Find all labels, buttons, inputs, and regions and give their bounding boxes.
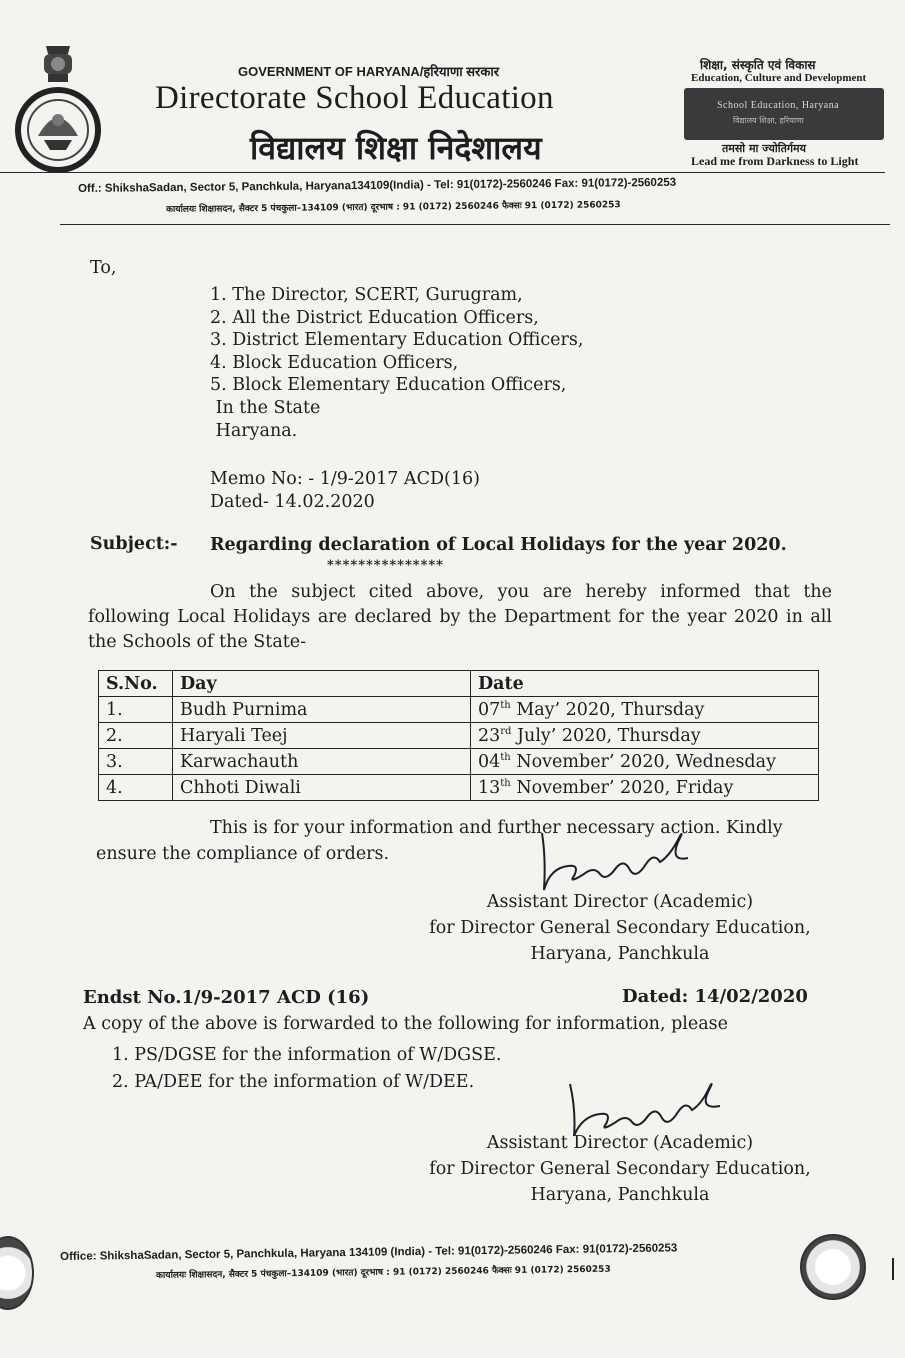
cell-date [471, 775, 819, 801]
header-rule-bottom [60, 224, 890, 225]
tagline-hindi: शिक्षा, संस्कृति एवं विकास [700, 58, 816, 72]
header-date: Date [471, 671, 819, 697]
cell-day: Karwachauth [173, 749, 471, 775]
signatory-title: Assistant Director (Academic) [486, 892, 754, 912]
header-sno: S.No. [99, 671, 173, 697]
banner-text: School Education, Haryana [717, 100, 840, 111]
recipient-item: In the State [210, 397, 321, 418]
copy-recipient-item: 2. PA/DEE for the information of W/DEE. [112, 1072, 475, 1092]
office-address-english: Off.: ShikshaSadan, Sector 5, Panchkula, Haryana134109(India) - Tel: 91(0172)-2560246 Fax: 91(0172)-2560253 [78, 176, 677, 195]
school-education-banner [684, 88, 884, 140]
directorate-title-hindi: विद्यालय शिक्षा निदेशालय [250, 129, 542, 167]
date-number: 13 [478, 777, 501, 798]
motto-hindi: तमसो मा ज्योतिर्गमय [722, 142, 807, 155]
date-number: 23 [478, 725, 501, 746]
cell-sno: 1. [99, 697, 173, 723]
government-line: GOVERNMENT OF HARYANA/हरियाणा सरकार [238, 64, 500, 79]
signatory-place: Haryana, Panchkula [530, 1185, 710, 1205]
endorsement-date: Dated: 14/02/2020 [622, 986, 808, 1007]
recipient-item: Haryana. [210, 420, 298, 441]
holiday-table [98, 670, 819, 801]
table-header-row [99, 671, 819, 697]
recipient-item: 4. Block Education Officers, [210, 352, 459, 373]
cell-date [471, 723, 819, 749]
header-rule-top [0, 172, 885, 173]
date-suffix: th [500, 699, 511, 711]
office-address-hindi: कार्यालयः शिक्षासदन, सैक्टर 5 पंचकुला–134109 (भारत) दूरभाष : 91 (0172) 2560246 फैक्सः 91 (0172) 2560253 [166, 200, 621, 215]
cell-day: Chhoti Diwali [173, 775, 471, 801]
date-suffix: rd [500, 725, 512, 737]
recipient-item: 5. Block Elementary Education Officers, [210, 375, 567, 396]
footer-edge-mark [892, 1258, 894, 1280]
subject-label: Subject:- [90, 534, 178, 554]
memo-date: Dated- 14.02.2020 [210, 491, 375, 512]
body-paragraph-2: This is for your information and further necessary action. Kindly ensure the compliance of orders. [96, 818, 783, 864]
subject-text: Regarding declaration of Local Holidays for the year 2020. [210, 535, 787, 555]
cell-sno: 3. [99, 749, 173, 775]
cell-date [471, 697, 819, 723]
table-row [99, 697, 819, 723]
date-number: 07 [478, 699, 501, 720]
date-number: 04 [478, 751, 501, 772]
table-row [99, 723, 819, 749]
copy-recipient-item: 1. PS/DGSE for the information of W/DGSE. [112, 1045, 502, 1065]
footer-logo-right [800, 1234, 866, 1300]
haryana-emblem-logo [8, 40, 108, 172]
recipient-item: 1. The Director, SCERT, Gurugram, [210, 285, 523, 305]
memo-block [210, 468, 480, 513]
copy-recipient-list [112, 1042, 502, 1096]
signatory-title: Assistant Director (Academic) [486, 1133, 754, 1153]
date-suffix: th [500, 751, 511, 763]
signature-1 [520, 828, 700, 898]
footer-address-hindi: कार्यालयः शिक्षासदन, सैक्टर 5 पंचकुला–134109 (भारत) दूरभाष : 91 (0172) 2560246 फैक्सः 91 (0172) 2560253 [156, 1264, 611, 1281]
header-day: Day [173, 671, 471, 697]
footer-logo-left [0, 1236, 34, 1310]
cell-sno: 4. [99, 775, 173, 801]
subject-stars: *************** [327, 558, 444, 573]
body-paragraph-1: On the subject cited above, you are hereby informed that the following Local Holidays are declared by the Department for the year 2020 in all the Schools of the State- [88, 582, 832, 652]
table-row [99, 775, 819, 801]
salutation-to: To, [90, 258, 117, 278]
date-suffix: th [500, 777, 511, 789]
directorate-title-english: Directorate School Education [155, 80, 554, 116]
signature-block-1 [410, 889, 830, 967]
signatory-place: Haryana, Panchkula [530, 944, 710, 964]
memo-number: Memo No: - 1/9-2017 ACD(16) [210, 469, 480, 489]
recipient-list [210, 284, 583, 442]
footer-address-english: Office: ShikshaSadan, Sector 5, Panchkula, Haryana 134109 (India) - Tel: 91(0172)-2560246 Fax: 91(0172)-2560253 [60, 1242, 678, 1263]
motto-english: Lead me from Darkness to Light [691, 154, 859, 168]
copy-forward-intro: A copy of the above is forwarded to the following for information, please [83, 1014, 728, 1034]
cell-day: Budh Purnima [173, 697, 471, 723]
banner-subtext: विद्यालय शिक्षा, हरियाणा [733, 116, 804, 125]
signature-block-2 [410, 1130, 830, 1208]
date-rest: July’ 2020, Thursday [511, 725, 701, 746]
cell-sno: 2. [99, 723, 173, 749]
date-rest: November’ 2020, Wednesday [510, 751, 776, 772]
table-row [99, 749, 819, 775]
endorsement-number: Endst No.1/9-2017 ACD (16) [83, 987, 370, 1008]
signatory-for-line: for Director General Secondary Education, [429, 918, 811, 938]
recipient-item: 2. All the District Education Officers, [210, 307, 539, 328]
recipient-item: 3. District Elementary Education Officers, [210, 330, 584, 351]
cell-day: Haryali Teej [173, 723, 471, 749]
cell-date [471, 749, 819, 775]
signatory-for-line: for Director General Secondary Education, [429, 1159, 811, 1179]
date-rest: May’ 2020, Thursday [510, 699, 705, 720]
date-rest: November’ 2020, Friday [510, 777, 734, 798]
tagline-english: Education, Culture and Development [691, 72, 867, 84]
